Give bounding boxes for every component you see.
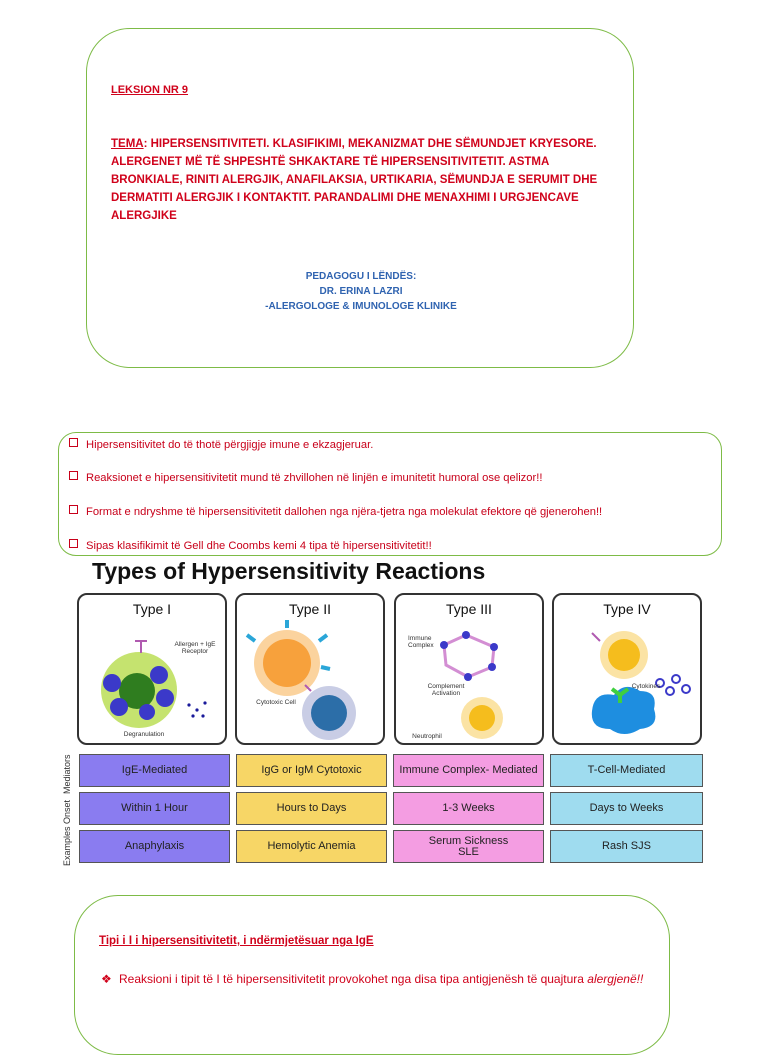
mediator-cell: IgE-Mediated	[79, 754, 230, 787]
bullet-text: Format e ndryshme të hipersensitivitetit dallohen nga njëra-tjetra nga molekulat efektore që gjenerohen!!	[86, 506, 603, 518]
type-label: Type III	[446, 601, 492, 617]
bullet-item	[101, 970, 661, 988]
teacher-name: DR. ERINA LAZRI	[319, 286, 403, 297]
example-cell: Serum Sickness SLE	[393, 830, 544, 863]
bullet-text: Hipersensitivitet do të thotë përgjigje imune e ekzagjeruar.	[86, 439, 374, 451]
mediator-cell: T-Cell-Mediated	[550, 754, 703, 787]
figure-label: Neutrophil	[412, 733, 442, 740]
checkbox-bullet-icon	[69, 539, 78, 548]
example-cell: Anaphylaxis	[79, 830, 230, 863]
example-cell: Rash SJS	[550, 830, 703, 863]
figure-label: Allergen + IgE Receptor	[174, 641, 216, 655]
topic-key: TEMA	[111, 138, 144, 150]
bullet-text: Reaksionet e hipersensitivitetit mund të zhvillohen në linjën e imunitetit humoral ose qelizor!!	[86, 472, 543, 484]
lesson-number: LEKSION NR 9	[111, 84, 189, 96]
bullet-item	[69, 505, 602, 518]
bullet-text: Reaksioni i tipit të I të hipersensitivitetit provokohet nga disa tipa antigjenësh të quajtura	[119, 972, 588, 986]
checkbox-bullet-icon	[69, 505, 78, 514]
type-iv-panel	[552, 593, 702, 745]
bullet-item	[69, 471, 542, 484]
figure-title: Types of Hypersensitivity Reactions	[92, 558, 486, 584]
bullet-item	[69, 438, 373, 451]
diamond-bullet-icon: ❖	[101, 972, 112, 986]
type-label: Type IV	[603, 601, 651, 617]
figure-label: Immune Complex	[408, 635, 434, 649]
topic-body: : HIPERSENSITIVITETI. KLASIFIKIMI, MEKANIZMAT DHE SËMUNDJET KRYESORE. ALERGENET MË TË SHPESHTË SHKAKTARE TË HIPERSENSITIVITETIT. ASTMA BRONKIALE, RINITI ALERGJIK, ANAFILAKSIA, URTIKARIA, SËMUNDJA E SERUMIT DHE DERMATITI ALERGJIK I KONTAKTIT. PARANDALIMI DHE MENAXHIMI I URGJENCAVE ALERGJIKE	[111, 138, 598, 222]
type-label: Type I	[132, 601, 172, 617]
cytotoxic-cell-illustration	[237, 595, 383, 743]
row-label: Onset	[62, 799, 72, 824]
row-label: Mediators	[62, 754, 72, 794]
bullets-card	[58, 432, 722, 556]
t-cell-illustration	[554, 595, 700, 743]
title-slide-card	[86, 28, 634, 368]
example-cell: Hemolytic Anemia	[236, 830, 387, 863]
type-iii-panel	[394, 593, 544, 745]
figure-label: Complement Activation	[427, 683, 465, 697]
figure-label: Cytokines	[631, 683, 661, 690]
bullet-text: Sipas klasifikimit të Gell dhe Coombs kemi 4 tipa të hipersensitivitetit!!	[86, 540, 432, 552]
onset-cell: Within 1 Hour	[79, 792, 230, 825]
type-label: Type II	[288, 601, 332, 617]
type-one-card	[74, 895, 670, 1055]
bullet-item	[69, 539, 432, 552]
topic-text	[111, 135, 611, 225]
type-i-panel	[77, 593, 227, 745]
figure-label: Degranulation	[123, 731, 165, 738]
mast-cell-illustration	[79, 595, 225, 743]
mediator-cell: IgG or IgM Cytotoxic	[236, 754, 387, 787]
onset-cell: 1-3 Weeks	[393, 792, 544, 825]
onset-cell: Days to Weeks	[550, 792, 703, 825]
teacher-title: -ALERGOLOGE & IMUNOLOGE KLINIKE	[265, 301, 457, 312]
mediator-cell: Immune Complex- Mediated	[393, 754, 544, 787]
immune-complex-illustration	[396, 595, 542, 743]
teacher-block	[87, 269, 635, 314]
slide-title: Tipi i I i hipersensitivitetit, i ndërmjetësuar nga IgE	[99, 935, 374, 947]
onset-cell: Hours to Days	[236, 792, 387, 825]
checkbox-bullet-icon	[69, 471, 78, 480]
row-label: Examples	[62, 826, 72, 866]
figure-label: Cytotoxic Cell	[256, 699, 296, 706]
type-ii-panel	[235, 593, 385, 745]
teacher-label: PEDAGOGU I LËNDËS:	[305, 271, 417, 282]
bullet-emphasis: alergjenë!!	[587, 972, 644, 986]
checkbox-bullet-icon	[69, 438, 78, 447]
